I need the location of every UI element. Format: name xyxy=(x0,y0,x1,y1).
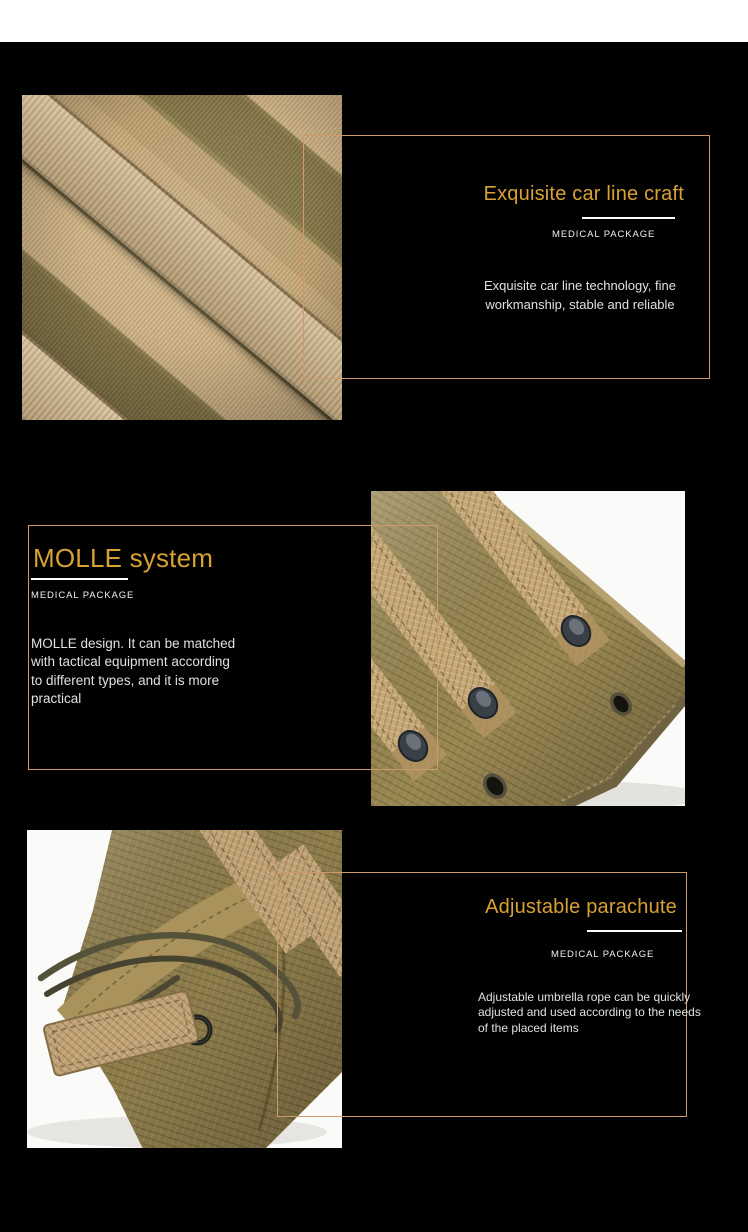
section-description xyxy=(440,277,720,314)
decorative-outline-box xyxy=(303,135,710,379)
description-line: to different types, and it is more xyxy=(31,672,220,688)
section-description xyxy=(478,990,708,1036)
description-line: workmanship, stable and reliable xyxy=(485,296,675,312)
page-top-white-band xyxy=(0,0,748,42)
description-line: adjusted and used according to the needs xyxy=(478,1005,701,1020)
photo-molle-webbing-closeup xyxy=(22,95,342,420)
description-line: Adjustable umbrella rope can be quickly xyxy=(478,990,691,1004)
title-divider-line xyxy=(587,930,682,932)
section-subtitle: MEDICAL PACKAGE xyxy=(552,229,656,240)
description-line: practical xyxy=(31,691,82,707)
section-subtitle: MEDICAL PACKAGE xyxy=(551,949,655,960)
section-description xyxy=(31,635,291,709)
section-title-molle: MOLLE system xyxy=(33,543,214,573)
section-title-parachute: Adjustable parachute xyxy=(485,896,677,918)
section-subtitle: MEDICAL PACKAGE xyxy=(31,590,135,601)
description-line: with tactical equipment according xyxy=(31,654,230,670)
title-divider-line xyxy=(582,217,675,219)
description-line: of the placed items xyxy=(478,1020,579,1035)
section-title-craft: Exquisite car line craft xyxy=(483,183,684,205)
description-line: Exquisite car line technology, fine xyxy=(484,278,676,293)
title-divider-line xyxy=(31,578,128,580)
description-line: MOLLE design. It can be matched xyxy=(31,636,236,651)
